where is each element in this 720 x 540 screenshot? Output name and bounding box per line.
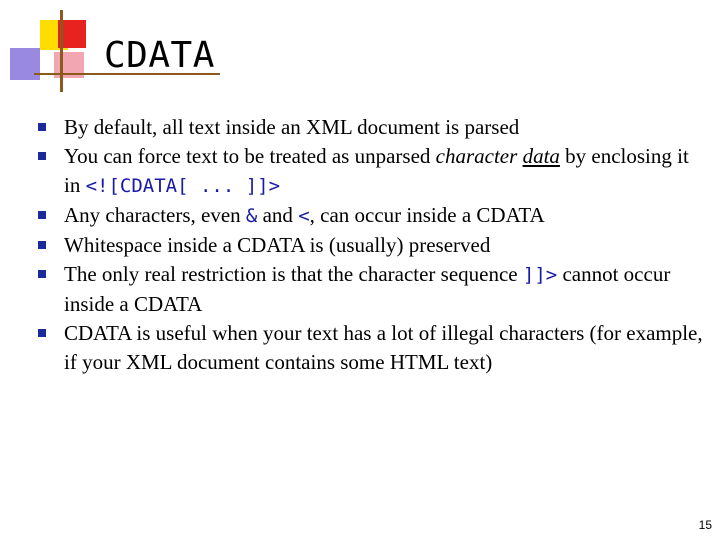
bullet-list: [38, 113, 708, 377]
code-snippet: ]]>: [522, 264, 558, 286]
bullet-text: by enclosing it in: [64, 144, 689, 197]
list-item: [38, 260, 708, 319]
code-snippet: <: [298, 205, 310, 227]
decorative-logo: [0, 0, 110, 100]
bullet-text: You can force text to be treated as unparsed: [64, 144, 436, 168]
logo-purple-square: [10, 48, 40, 80]
bullet-text: By default, all text inside an XML document is parsed: [64, 115, 520, 139]
bullet-square-icon: [38, 270, 46, 278]
list-item: [38, 201, 708, 231]
italic-term: character: [435, 144, 523, 168]
bullet-square-icon: [38, 152, 46, 160]
underlined-term: data: [522, 144, 560, 168]
bullet-text: The only real restriction is that the character sequence: [64, 262, 523, 286]
list-item: [38, 319, 708, 377]
list-item: [38, 231, 708, 260]
logo-vertical-rule: [60, 10, 63, 92]
bullet-square-icon: [38, 329, 46, 337]
bullet-square-icon: [38, 123, 46, 131]
code-snippet: &: [245, 205, 258, 227]
bullet-text: and: [257, 203, 299, 227]
bullet-text: , can occur inside a CDATA: [309, 203, 545, 227]
bullet-text: Any characters, even: [64, 203, 246, 227]
bullet-text: Whitespace inside a CDATA is (usually) preserved: [64, 233, 491, 257]
bullet-square-icon: [38, 241, 46, 249]
bullet-text: cannot occur inside a CDATA: [64, 262, 671, 316]
bullet-square-icon: [38, 211, 46, 219]
list-item: [38, 142, 708, 201]
code-snippet: <![CDATA[ ... ]]>: [85, 175, 281, 197]
page-title: CDATA: [104, 35, 215, 76]
bullet-text: CDATA is useful when your text has a lot of illegal characters (for example, if your XML document contains some HTML text): [64, 321, 703, 374]
list-item: [38, 113, 708, 142]
page-number: 15: [698, 518, 712, 532]
